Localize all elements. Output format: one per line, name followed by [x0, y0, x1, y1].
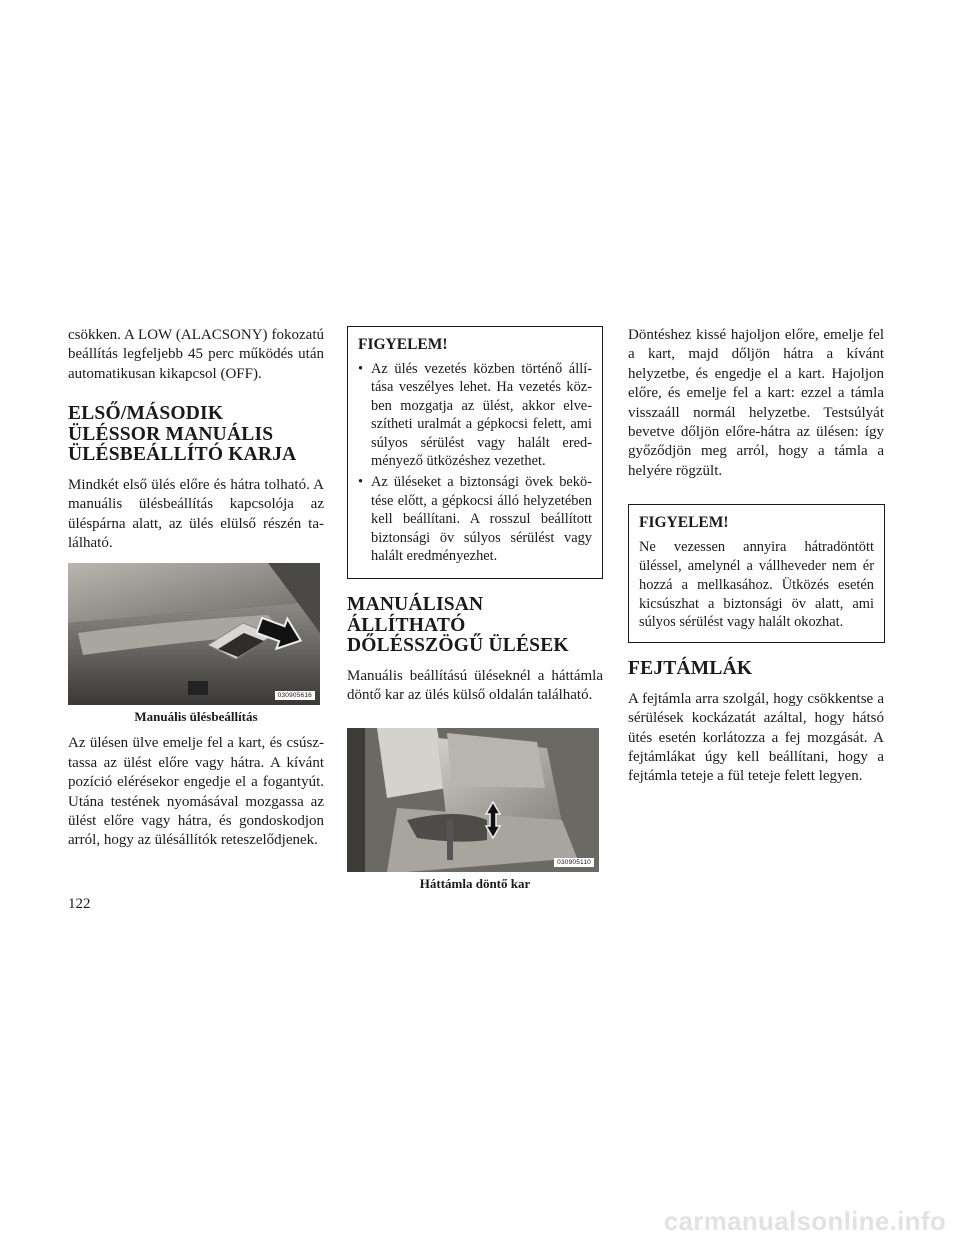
section-title-line: ÁLLÍTHATÓ: [347, 614, 466, 636]
section-paragraph: Manuális beállítású üléseknél a háttámla döntő kar az ülés külső oldalán található.: [347, 667, 603, 704]
section-title-line: MANUÁLISAN: [347, 594, 484, 616]
section-paragraph-2: Az ülésen ülve emelje fel a kart, és csúsztassa az ülést előre vagy hátra. A kívánt pozíció elérésekor engedje el a fogantyút. Utána testének nyomásával mozgassa az ülést előre vagy hátra, és gondoskodjon arról, hogy az ülésállítók reteszelődjenek.: [68, 735, 324, 849]
figure-manual-seat-adjuster: [68, 563, 320, 705]
warning-item: • Az üléseket a biztonsági övek bekötése előtt, a gépkocsi álló helyzetében kell beállítani. A rosszul beállított biztonsági öv súlyos sérülést vagy halált eredményezhet.: [358, 473, 592, 565]
intro-paragraph: csökken. A LOW (ALACSONY) fokozatú beállítás legfeljebb 45 perc működés után automatikusan kikapcsol (OFF).: [68, 327, 324, 382]
section-title-line: DŐLÉSSZÖGŰ ÜLÉSEK: [347, 635, 569, 657]
section-title-manual-seat-adjuster: [68, 404, 324, 466]
warning-title: FIGYELEM!: [358, 336, 448, 353]
warning-list: [358, 360, 592, 565]
figure-code: 030905616: [275, 691, 315, 700]
recline-lever-illustration: [347, 728, 599, 872]
section-title-line: ÜLÉSSOR MANUÁLIS: [68, 423, 274, 445]
seat-adjuster-illustration: [68, 563, 320, 705]
section-title-reclining-seats: [347, 595, 603, 657]
watermark: carmanualsonline.info: [663, 1206, 946, 1236]
page-number: 122: [68, 896, 91, 912]
section-title-head-restraints: FEJTÁMLÁK: [628, 658, 753, 680]
warning-item: • Az ülés vezetés közben történő állítása veszélyes lehet. Ha vezetés közben mozgatja az ülést, akkor elveszítheti uralmát a gépkocsi felett, ami súlyos sérülést vagy halált eredményező ütközéshez vezethet.: [358, 360, 592, 470]
section-paragraph: Mindkét első ülés előre és hátra tolható. A manuális ülésbeállítás kapcsolója az üléspárna alatt, az ülés elülső részén található.: [68, 476, 324, 551]
column-left: [68, 326, 324, 851]
figure-caption: Háttámla döntő kar: [419, 875, 531, 891]
column-middle: [347, 326, 603, 892]
section-paragraph: A fejtámla arra szolgál, hogy csökkentse a sérülések kockázatát azáltal, hogy hátsó ütés esetén korlátozza a fej mozgását. A fejtámlákat úgy kell beállítani, hogy a fejtámla teteje a fül teteje felett legyen.: [628, 690, 884, 785]
warning-box: [347, 326, 603, 579]
warning-box: [628, 504, 885, 643]
figure-code: 030905110: [554, 858, 594, 867]
warning-title: FIGYELEM!: [639, 514, 729, 532]
column-right: [628, 326, 884, 787]
section-title-line: ÜLÉSBEÁLLÍTÓ KARJA: [68, 444, 297, 466]
warning-text: Ne vezessen annyira hátradöntött üléssel, amelynél a vállheveder nem ér hozzá a mellkasához. Ütközés esetén kicsúszhat a biztonsági öv alatt, ami súlyos sérülést vagy halált okozhat.: [639, 539, 874, 631]
recline-instructions-paragraph: Döntéshez kissé hajoljon előre, emelje fel a kart, majd dőljön hátra a kívánt helyzetbe, és engedje el a kart. Hajoljon előre, és emelje fel a kart: ezzel a támla visszaáll normál helyzetbe. Testsúlyát bevetve dőljön előre-hátra az ülésen: így győződjön meg arról, hogy a támla a helyére rögzült.: [628, 327, 884, 479]
figure-caption: Manuális ülésbeállítás: [134, 709, 258, 725]
section-title-line: ELSŐ/MÁSODIK: [68, 403, 224, 425]
figure-recline-lever: [347, 728, 599, 872]
